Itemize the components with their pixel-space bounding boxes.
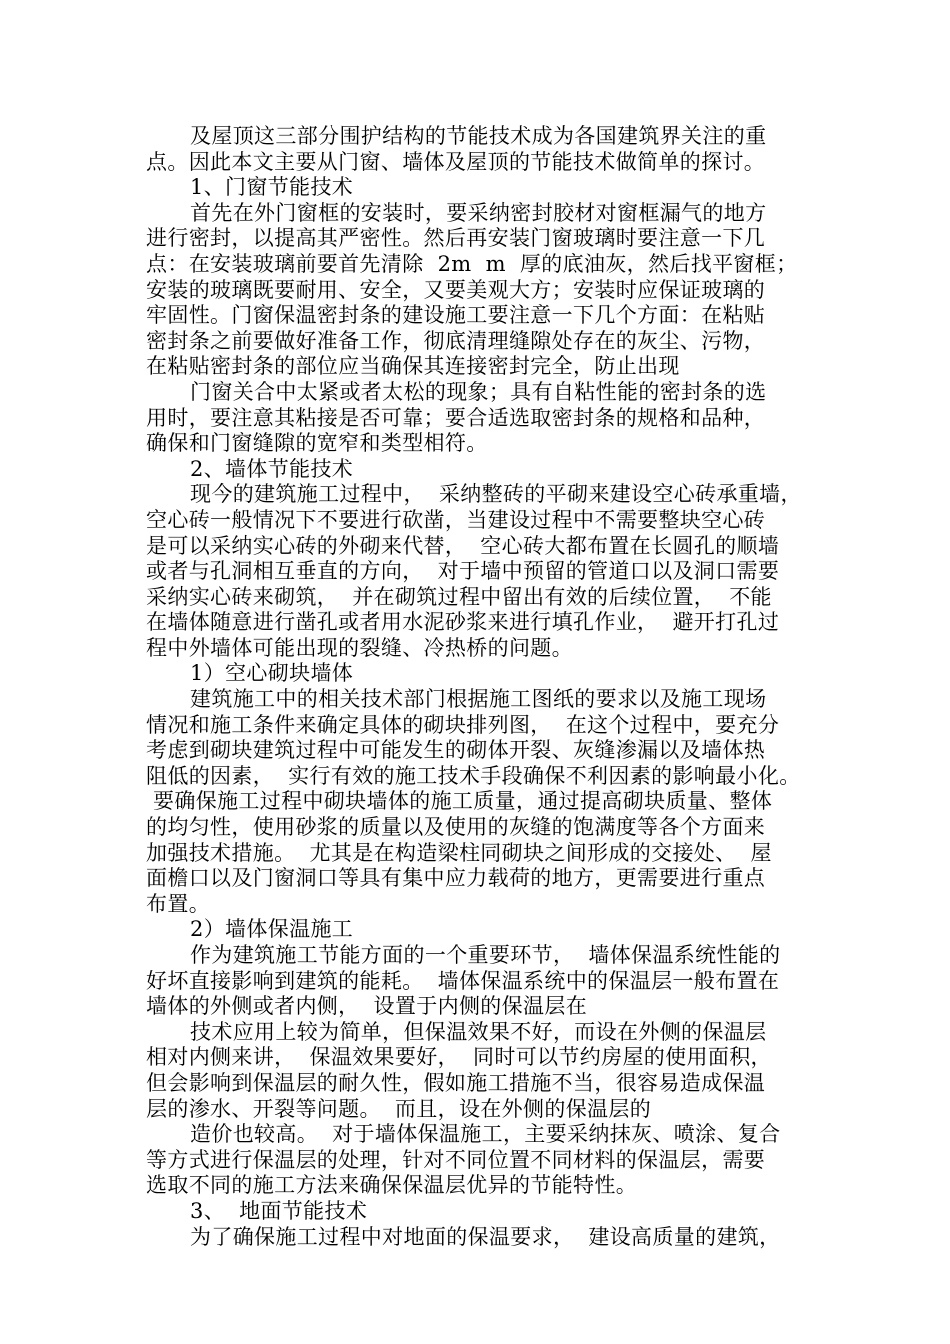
text-line: 但会影响到保温层的耐久性，假如施工措施不当，很容易造成保温 — [146, 1070, 766, 1095]
text-line: 1、门窗节能技术 — [190, 175, 354, 200]
text-line: 进行密封，以提高其严密性。然后再安装门窗玻璃时要注意一下几 — [146, 226, 766, 251]
text-line: 造价也较高。 对于墙体保温施工，主要采纳抹灰、喷涂、复合 — [190, 1122, 781, 1147]
text-line: 空心砖一般情况下不要进行砍凿，当建设过程中不需要整块空心砖 — [146, 507, 766, 532]
text-line: 采纳实心砖来砌筑， 并在砌筑过程中留出有效的后续位置， 不能 — [146, 584, 772, 609]
text-line: 技术应用上较为简单，但保温效果不好，而设在外侧的保温层 — [190, 1019, 767, 1044]
text-line: 及屋顶这三部分围护结构的节能技术成为各国建筑界关注的重 — [190, 124, 767, 148]
text-line: 要确保施工过程中砌块墙体的施工质量，通过提高砌块质量、整体 — [146, 789, 773, 814]
text-line: 点：在安装玻璃前要首先清除 2m m 厚的底油灰，然后找平窗框； — [146, 251, 798, 276]
text-line: 层的渗水、开裂等问题。 而且，设在外侧的保温层的 — [146, 1096, 652, 1121]
text-line: 面檐口以及门窗洞口等具有集中应力载荷的地方，更需要进行重点 — [146, 866, 766, 891]
text-line: 牢固性。门窗保温密封条的建设施工要注意一下几个方面：在粘贴 — [146, 303, 766, 328]
text-line: 3、 地面节能技术 — [190, 1198, 368, 1223]
text-line: 程中外墙体可能出现的裂缝、冷热桥的问题。 — [146, 635, 573, 660]
text-line: 在墙体随意进行凿孔或者用水泥砂浆来进行填孔作业， 避开打孔过 — [146, 610, 780, 635]
text-line: 确保和门窗缝隙的宽窄和类型相符。 — [146, 431, 488, 456]
document-body — [146, 124, 811, 1250]
text-line: 或者与孔洞相互垂直的方向， 对于墙中预留的管道口以及洞口需要 — [146, 559, 780, 584]
text-line: 作为建筑施工节能方面的一个重要环节， 墙体保温系统性能的 — [190, 943, 781, 967]
text-line: 等方式进行保温层的处理，针对不同位置不同材料的保温层，需要 — [146, 1147, 766, 1172]
text-line: 墙体的外侧或者内侧， 设置于内侧的保温层在 — [146, 994, 588, 1019]
text-line: 情况和施工条件来确定具体的砌块排列图， 在这个过程中，要充分 — [146, 712, 780, 737]
text-line: 建筑施工中的相关技术部门根据施工图纸的要求以及施工现场 — [190, 687, 767, 712]
text-line: 点。因此本文主要从门窗、墙体及屋顶的节能技术做简单的探讨。 — [146, 149, 766, 174]
text-line: 好坏直接影响到建筑的能耗。 墙体保温系统中的保温层一般布置在 — [146, 968, 780, 993]
text-line: 安装的玻璃既要耐用、安全，又要美观大方；安装时应保证玻璃的 — [146, 277, 766, 302]
text-line: 加强技术措施。 尤其是在构造梁柱同砌块之间形成的交接处、 屋 — [146, 840, 772, 865]
text-line: 2、墙体节能技术 — [190, 456, 354, 481]
text-line: 在粘贴密封条的部位应当确保其连接密封完全，防止出现 — [146, 354, 680, 379]
text-line: 密封条之前要做好准备工作，彻底清理缝隙处存在的灰尘、污物， — [146, 328, 766, 353]
text-line: 的均匀性，使用砂浆的质量以及使用的灰缝的饱满度等各个方面来 — [146, 815, 766, 840]
text-line: 现今的建筑施工过程中， 采纳整砖的平砌来建设空心砖承重墙， — [190, 482, 802, 507]
text-line: 考虑到砌块建筑过程中可能发生的砌体开裂、灰缝渗漏以及墙体热 — [146, 738, 766, 763]
text-line: 2）墙体保温施工 — [190, 917, 354, 942]
text-line: 选取不同的施工方法来确保保温层优异的节能特性。 — [146, 1173, 638, 1198]
text-line: 阻低的因素， 实行有效的施工技术手段确保不利因素的影响最小化。 — [146, 763, 801, 788]
text-line: 相对内侧来讲， 保温效果要好， 同时可以节约房屋的使用面积， — [146, 1045, 772, 1070]
text-line: 是可以采纳实心砖的外砌来代替， 空心砖大都布置在长圆孔的顺墙 — [146, 533, 780, 558]
text-line: 首先在外门窗框的安装时，要采纳密封胶材对窗框漏气的地方 — [190, 200, 767, 225]
text-line: 门窗关合中太紧或者太松的现象；具有自粘性能的密封条的选 — [190, 379, 767, 404]
text-line: 1）空心砌块墙体 — [190, 661, 354, 686]
text-line: 为了确保施工过程中对地面的保温要求， 建设高质量的建筑， — [190, 1224, 781, 1249]
text-line: 用时，要注意其粘接是否可靠；要合适选取密封条的规格和品种， — [146, 405, 766, 430]
text-line: 布置。 — [146, 891, 211, 916]
